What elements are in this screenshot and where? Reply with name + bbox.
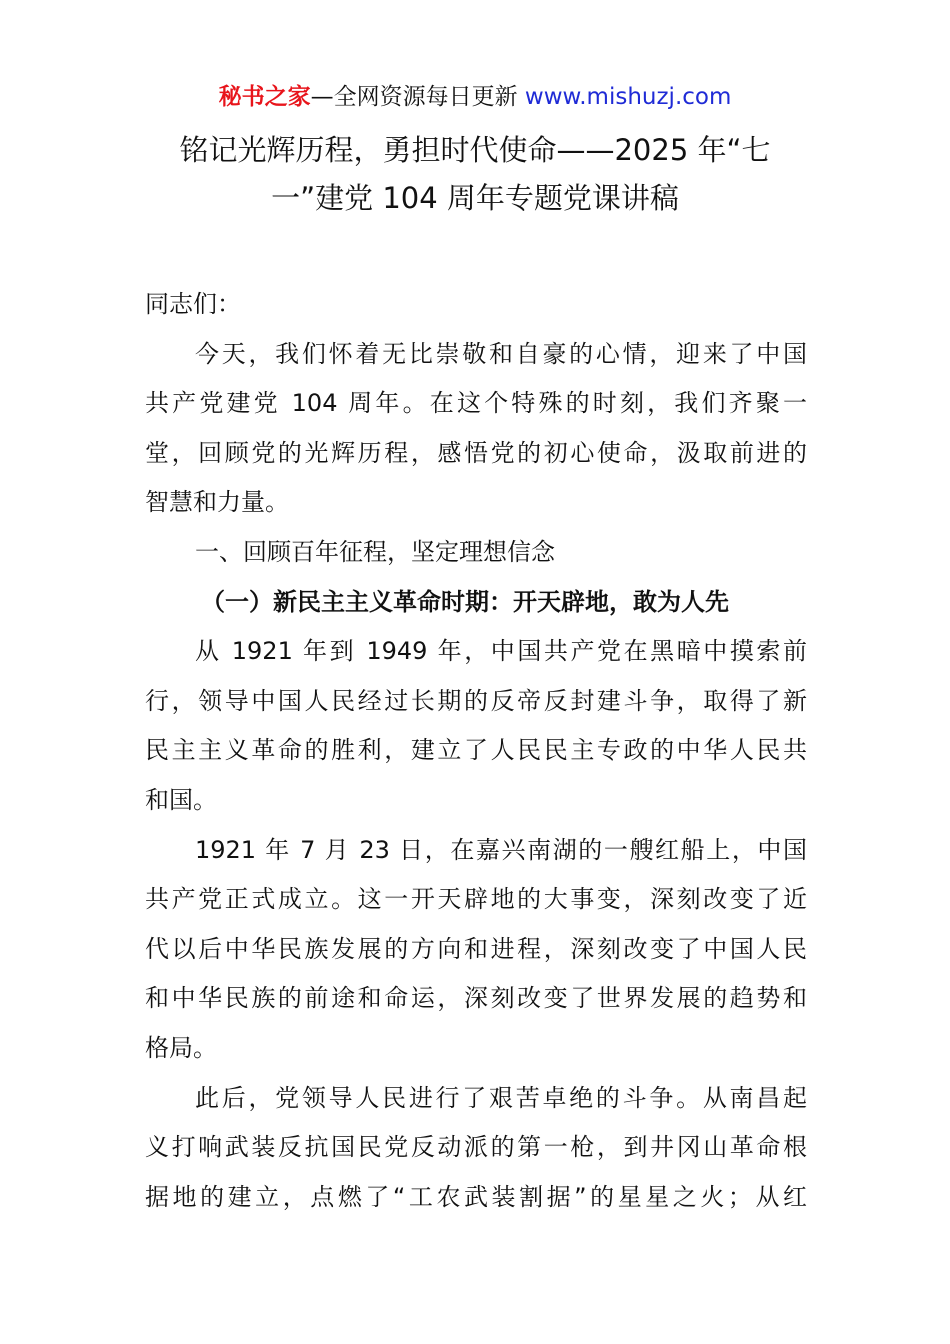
text-line: 行，领导中国人民经过长期的反帝反封建斗争，取得了新 [145, 686, 807, 715]
document-title [125, 126, 825, 222]
site-tagline: —全网资源每日更新 [310, 84, 525, 110]
site-url[interactable]: www.mishuzj.com [524, 84, 732, 110]
subsection-heading: （一）新民主主义革命时期：开天辟地，敢为人先 [201, 587, 729, 616]
text-line: 从 1921 年到 1949 年，中国共产党在黑暗中摸索前 [195, 637, 807, 666]
title-line-2: 一”建党 104 周年专题党课讲稿 [271, 181, 679, 215]
text-line: 义打响武装反抗国民党反动派的第一枪，到井冈山革命根 [145, 1133, 807, 1162]
title-line-1: 铭记光辉历程，勇担时代使命——2025 年“七 [179, 133, 771, 167]
text-line: 民主主义革命的胜利，建立了人民民主专政的中华人民共 [145, 736, 807, 765]
text-line: 据地的建立，点燃了“工农武装割据”的星星之火；从红 [145, 1182, 807, 1211]
text-line: 智慧和力量。 [145, 488, 289, 517]
text-line: 和中华民族的前途和命运，深刻改变了世界发展的趋势和 [145, 984, 807, 1013]
salutation: 同志们： [145, 290, 241, 318]
text-line: 今天，我们怀着无比崇敬和自豪的心情，迎来了中国 [195, 339, 807, 368]
document-body [145, 280, 807, 1222]
text-line: 代以后中华民族发展的方向和进程，深刻改变了中国人民 [145, 934, 807, 963]
site-header [0, 80, 950, 114]
text-line: 共产党正式成立。这一开天辟地的大事变，深刻改变了近 [145, 885, 807, 914]
text-line: 此后，党领导人民进行了艰苦卓绝的斗争。从南昌起 [195, 1083, 807, 1112]
section-heading: 一、回顾百年征程，坚定理想信念 [195, 537, 555, 566]
text-line: 1921 年 7 月 23 日，在嘉兴南湖的一艘红船上，中国 [195, 835, 807, 864]
text-line: 格局。 [145, 1033, 217, 1062]
text-line: 共产党建党 104 周年。在这个特殊的时刻，我们齐聚一 [145, 389, 807, 418]
text-line: 和国。 [145, 785, 217, 814]
text-line: 堂，回顾党的光辉历程，感悟党的初心使命，汲取前进的 [145, 438, 807, 467]
site-brand: 秘书之家 [218, 84, 311, 110]
